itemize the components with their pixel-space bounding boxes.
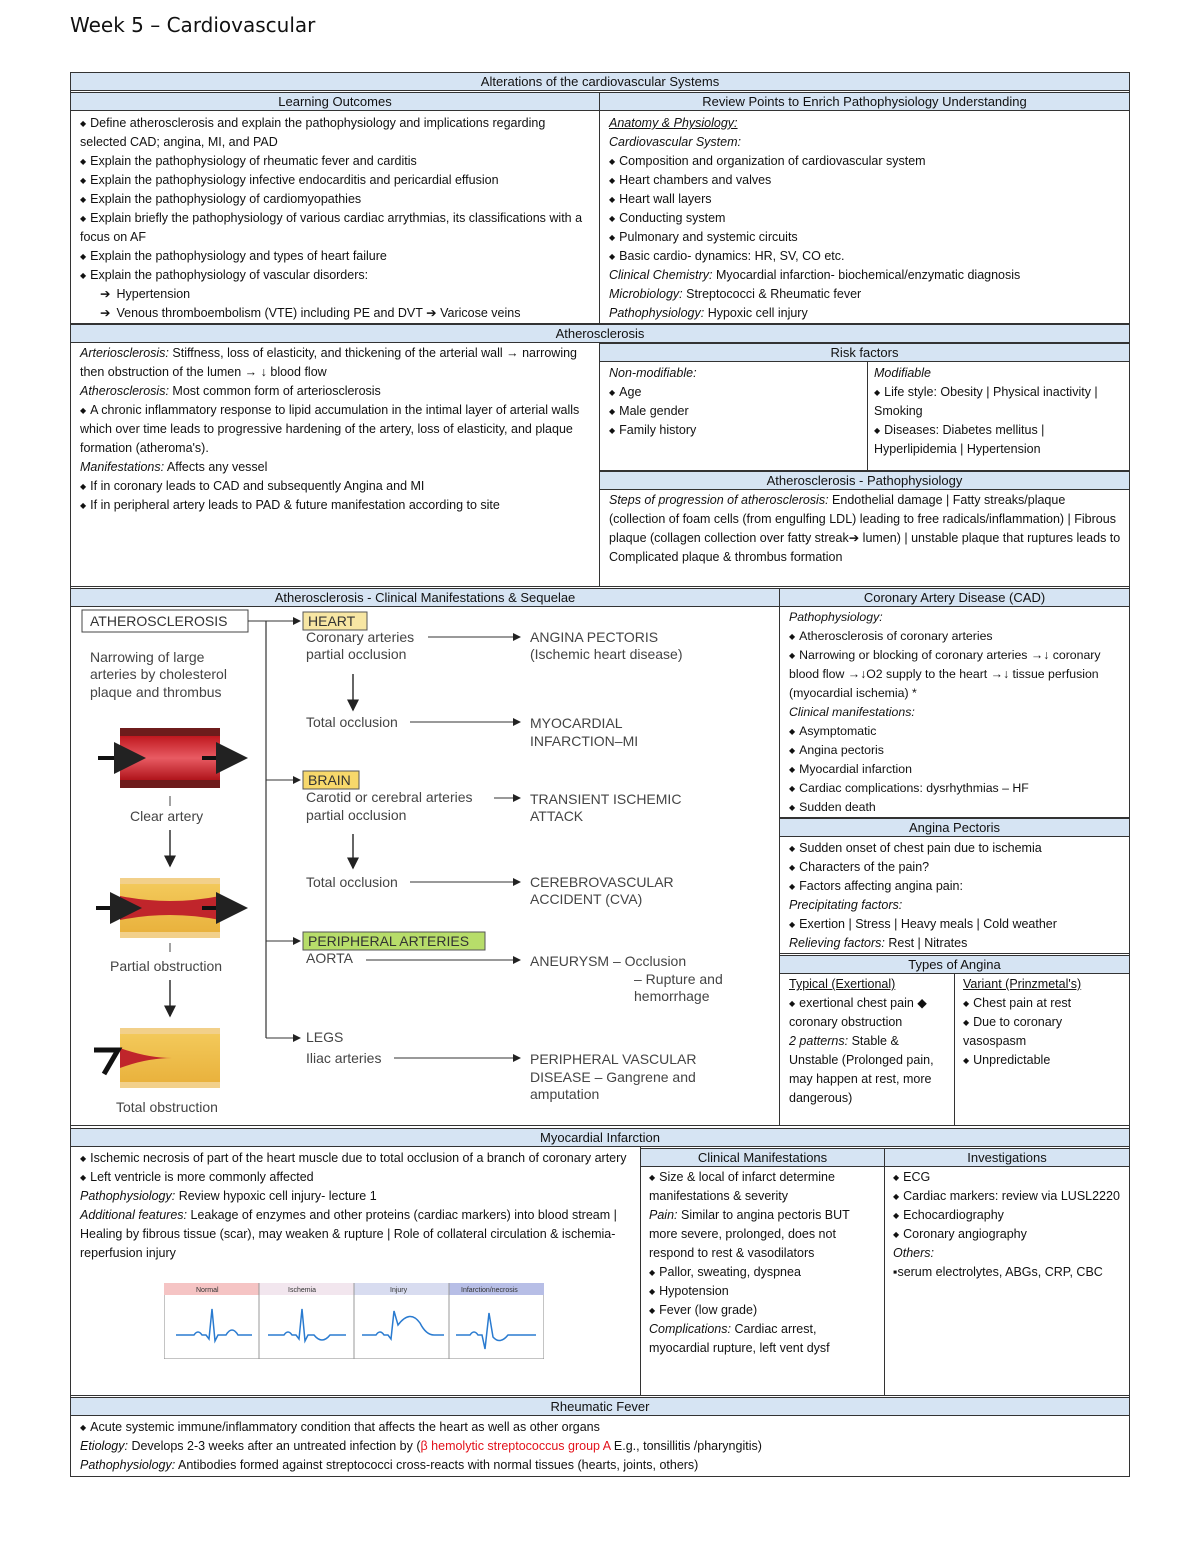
pain-line: Pain: Similar to angina pectoris BUT more severe, prolonged, does not respond to rest & vasodilators [649,1208,850,1260]
athero-patho-header: Atherosclerosis - Pathophysiology [599,471,1130,490]
athero-patho-text: Steps of progression of atherosclerosis: Endothelial damage | Fatty streaks/plaque (collection of foam cells (from engulfing LDL) leading to free radicals/inflammation) | Fibrous plaque (collagen collection over fatty streak➔ lumen) | unstable plaque that ruptures leads to Complicated plaque & thrombus formation [609,493,1121,564]
outcome-item: ◆ Explain the pathophysiology and types of heart failure [80,247,594,266]
partial-obstruction-illustration [96,878,244,938]
cad-clinical-label: Clinical manifestations: [789,705,915,719]
cad-patho-label: Pathophysiology: [789,610,883,624]
heart-label: HEART [308,613,356,629]
ecg-label-injury: Injury [390,1287,408,1294]
peripheral-label: PERIPHERAL ARTERIES [308,933,470,949]
review-item: ◆ Basic cardio- dynamics: HR, SV, CO etc. [609,247,1123,266]
typical-label: Typical (Exertional) [789,977,896,991]
types-header: Types of Angina [779,955,1130,974]
risk-nonmodifiable [605,364,865,469]
cva-text: CEREBROVASCULAR ACCIDENT (CVA) [530,874,674,907]
nonmodifiable-label: Non-modifiable: [609,366,697,380]
cad-clinical-item: ◆ Myocardial infarction [789,760,1124,779]
angina-item: ◆ Characters of the pain? [789,858,1124,877]
cad-item: ◆ Atherosclerosis of coronary arteries [789,627,1124,646]
patterns-line: 2 patterns: Stable & Unstable (Prolonged pain, may happen at rest, more dangerous) [789,1034,934,1105]
risk-factors-header: Risk factors [599,343,1130,362]
clinical-chemistry-line: Clinical Chemistry: Myocardial infarction- biochemical/enzymatic diagnosis [609,268,1021,282]
ecg-label-ischemia: Ischemia [288,1287,317,1294]
angina-item: ◆ Sudden onset of chest pain due to ischemia [789,839,1124,858]
etiology-line: Etiology: Develops 2-3 weeks after an untreated infection by (β hemolytic streptococcus group A E.g., tonsillitis /pharyngitis) [80,1439,762,1453]
relieving-line: Relieving factors: Rest | Nitrates [789,936,968,950]
cad-clinical-item: ◆ Angina pectoris [789,741,1124,760]
risk-item: ◆ Male gender [609,402,861,421]
cad-content [785,608,1128,816]
cad-item: ◆ Narrowing or blocking of coronary arteries →↓ coronary blood flow →↓O2 supply to the heart →↓ tissue perfusion (myocardial ischemia) * [789,646,1124,703]
cardio-label: Cardiovascular System: [609,135,741,149]
review-item: ◆ Composition and organization of cardiovascular system [609,152,1123,171]
review-item: ◆ Pulmonary and systemic circuits [609,228,1123,247]
outcome-subitem: ➔ Venous thromboembolism (VTE) including PE and DVT ➔ Varicose veins [80,304,594,323]
typical-item: ◆ exertional chest pain ◆ coronary obstruction [789,994,949,1032]
learning-outcomes-header: Learning Outcomes [70,92,600,111]
pathophysiology-line: Pathophysiology: Hypoxic cell injury [609,306,808,320]
investigation-item: ◆ ECG [893,1168,1123,1187]
mi-additional-line: Additional features: Leakage of enzymes and other proteins (cardiac markers) into blood stream | Healing by fibrous tissue (scar), may weaken & rupture | Role of collateral circulation & ischemia-reperfusion injury [80,1208,617,1260]
cad-clinical-item: ◆ Cardiac complications: dysrhythmias – HF [789,779,1124,798]
clinical-sequelae-header: Atherosclerosis - Clinical Manifestations & Sequelae [70,588,780,607]
risk-item: ◆ Age [609,383,861,402]
outcome-item: ◆ Explain the pathophysiology infective endocarditis and pericardial effusion [80,171,594,190]
tia-text: TRANSIENT ISCHEMIC ATTACK [530,791,682,824]
investigations-header: Investigations [884,1148,1130,1167]
manifestation-item: ◆ If in peripheral artery leads to PAD & future manifestation according to site [80,496,592,515]
review-points-header: Review Points to Enrich Pathophysiology Understanding [599,92,1130,111]
ecg-strip [164,1283,544,1359]
risk-modifiable [870,364,1128,469]
mi-clinical-item: ◆ Fever (low grade) [649,1301,879,1320]
variant-angina [959,975,1127,1125]
typical-angina [785,975,953,1125]
variant-item: ◆ Due to coronary vasospasm [963,1013,1123,1051]
modifiable-label: Modifiable [874,366,931,380]
angina-content [785,839,1128,953]
cad-clinical-item: ◆ Asymptomatic [789,722,1124,741]
others-line: ▪serum electrolytes, ABGs, CRP, CBC [893,1265,1103,1279]
mi-clinical-header: Clinical Manifestations [640,1148,885,1167]
ecg-label-normal: Normal [196,1287,219,1294]
review-item: ◆ Heart chambers and valves [609,171,1123,190]
atherosclerosis-def: Atherosclerosis: Most common form of arteriosclerosis [80,384,381,398]
carotid-text: Carotid or cerebral arteries partial occlusion [306,789,473,823]
manifestations-line: Manifestations: Affects any vessel [80,460,268,474]
aorta-label: AORTA [306,950,353,966]
clear-artery-label: Clear artery [130,808,204,824]
mi-text: MYOCARDIAL INFARCTION–MI [530,715,639,749]
mi-clinical-content [645,1168,883,1394]
rheumatic-content [76,1418,1126,1476]
mi-patho-line: Pathophysiology: Review hypoxic cell injury- lecture 1 [80,1189,377,1203]
mi-content [76,1149,638,1289]
outcome-item: ◆ Explain the pathophysiology of cardiomyopathies [80,190,594,209]
narrowing-text: Narrowing of large arteries by cholesterol plaque and thrombus [90,649,227,700]
mi-header: Myocardial Infarction [70,1128,1130,1147]
total-occlusion-1: Total occlusion [306,714,398,730]
microbiology-line: Microbiology: Streptococci & Rheumatic fever [609,287,862,301]
total-obstruction-label: Total obstruction [116,1099,218,1115]
investigation-item: ◆ Cardiac markers: review via LUSL2220 [893,1187,1123,1206]
angina-item: ◆ Factors affecting angina pain: [789,877,1124,896]
variant-label: Variant (Prinzmetal's) [963,977,1082,991]
angina-pectoris-text: ANGINA PECTORIS (Ischemic heart disease) [530,629,683,662]
variant-item: ◆ Unpredictable [963,1051,1123,1070]
outcome-item: ◆ Explain the pathophysiology of vascular disorders: [80,266,594,285]
rheumatic-header: Rheumatic Fever [70,1397,1130,1416]
total-obstruction-illustration [94,1028,220,1088]
outcome-item: ◆ Explain briefly the pathophysiology of various cardiac arrythmias, its classifications with a focus on AF [80,209,594,247]
legs-label: LEGS [306,1029,344,1045]
review-item: ◆ Conducting system [609,209,1123,228]
clear-artery-illustration [98,728,244,788]
investigation-item: ◆ Echocardiography [893,1206,1123,1225]
review-item: ◆ Heart wall layers [609,190,1123,209]
precipitating-label: Precipitating factors: [789,898,903,912]
atherosclerosis-header: Atherosclerosis [70,324,1130,343]
iliac-label: Iliac arteries [306,1050,382,1066]
ecg-label-infarction: Infarction/necrosis [461,1287,518,1294]
outcome-item: ◆ Explain the pathophysiology of rheumatic fever and carditis [80,152,594,171]
mi-item: ◆ Left ventricle is more commonly affected [80,1168,634,1187]
angina-header: Angina Pectoris [779,818,1130,837]
investigation-item: ◆ Coronary angiography [893,1225,1123,1244]
mi-clinical-item: ◆ Size & local of infarct determine manifestations & severity [649,1168,879,1206]
atherosclerosis-text [76,344,596,584]
partial-obstruction-label: Partial obstruction [110,958,223,974]
total-occlusion-2: Total occlusion [306,874,398,890]
brain-label: BRAIN [308,772,351,788]
coronary-text: Coronary arteries partial occlusion [306,629,415,662]
arteriosclerosis-def: Arteriosclerosis: Stiffness, loss of elasticity, and thickening of the arterial wall → narrowing then obstruction of the lumen → ↓ blood flow [80,346,577,379]
rheumatic-item: ◆ Acute systemic immune/inflammatory condition that affects the heart as well as other organs [80,1418,1122,1437]
outcome-item: ◆ Define atherosclerosis and explain the pathophysiology and implications regarding selected CAD; angina, MI, and PAD [80,114,594,152]
cad-clinical-item: ◆ Sudden death [789,798,1124,816]
risk-item: ◆ Family history [609,421,861,440]
learning-outcomes-list [76,114,598,324]
atherosclerosis-diagram [72,608,778,1124]
athero-bullet: ◆ A chronic inflammatory response to lipid accumulation in the intimal layer of arterial walls which over time leads to progressive hardening of the artery, loss of elasticity, and plaque formation (atheroma's). [80,401,592,458]
risk-item: ◆ Diseases: Diabetes mellitus | Hyperlipidemia | Hypertension [874,421,1124,459]
aneurysm-text: ANEURYSM – Occlusion – Rupture and hemorrhage [530,953,723,1004]
cad-header: Coronary Artery Disease (CAD) [779,588,1130,607]
manifestation-item: ◆ If in coronary leads to CAD and subsequently Angina and MI [80,477,592,496]
mi-clinical-item: ◆ Hypotension [649,1282,879,1301]
others-label: Others: [893,1246,934,1260]
page-title: Week 5 – Cardiovascular [70,13,316,37]
mi-item: ◆ Ischemic necrosis of part of the heart muscle due to total occlusion of a branch of coronary artery [80,1149,634,1168]
mi-clinical-item: ◆ Pallor, sweating, dyspnea [649,1263,879,1282]
anatomy-label: Anatomy & Physiology: [609,116,738,130]
atherosclerosis-label: ATHEROSCLEROSIS [90,613,228,629]
pvd-text: PERIPHERAL VASCULAR DISEASE – Gangrene and amputation [530,1051,697,1102]
investigations-content [889,1168,1127,1394]
rheumatic-patho-line: Pathophysiology: Antibodies formed against streptococci cross-reacts with normal tissues (hearts, joints, others) [80,1458,699,1472]
main-header: Alterations of the cardiovascular Systems [70,72,1130,91]
complications-line: Complications: Cardiac arrest, myocardial rupture, left vent dysf [649,1322,830,1355]
variant-item: ◆ Chest pain at rest [963,994,1123,1013]
review-points-list [605,114,1127,324]
precipitating-factors: ◆ Exertion | Stress | Heavy meals | Cold weather [789,915,1124,934]
risk-item: ◆ Life style: Obesity | Physical inactivity | Smoking [874,383,1124,421]
outcome-subitem: ➔ Hypertension [80,285,594,304]
